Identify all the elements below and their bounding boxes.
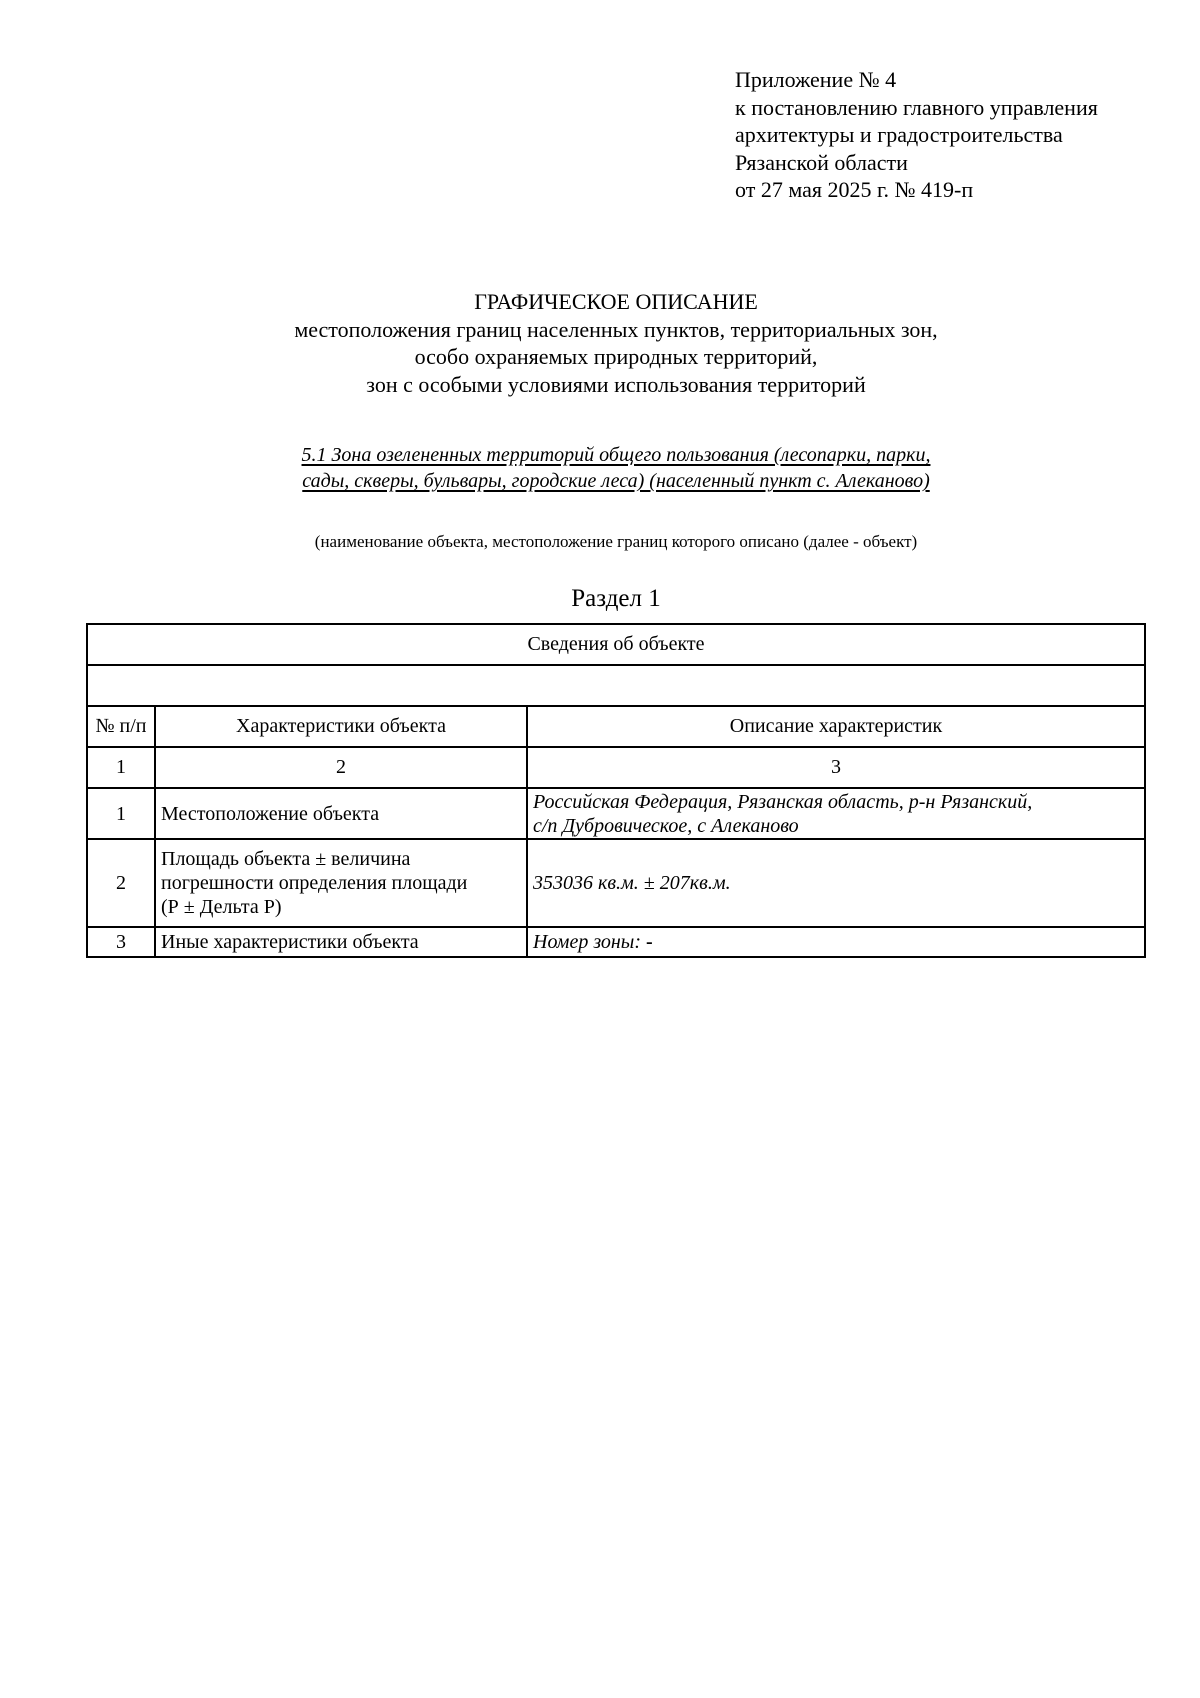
zone-number-label: Номер зоны: xyxy=(533,931,641,953)
row-description xyxy=(527,788,1145,839)
column-number: 2 xyxy=(155,747,527,788)
row-description xyxy=(527,927,1145,957)
appendix-header xyxy=(735,66,1098,204)
object-name-line: 5.1 Зона озелененных территорий общего пользования (лесопарки, парки, xyxy=(301,444,931,466)
row-num: 2 xyxy=(87,839,155,927)
appendix-line: архитектуры и градостроительства xyxy=(735,122,1063,147)
column-number: 3 xyxy=(527,747,1145,788)
document-subtitle-line: особо охраняемых природных территорий, xyxy=(414,344,818,369)
document-heading: ГРАФИЧЕСКОЕ ОПИСАНИЕ xyxy=(474,289,758,314)
row-characteristic-line: погрешности определения площади xyxy=(161,872,468,894)
column-number: 1 xyxy=(87,747,155,788)
object-caption: (наименование объекта, местоположение границ которого описано (далее - объект) xyxy=(314,532,918,551)
row-characteristic xyxy=(155,839,527,927)
appendix-line: Рязанской области xyxy=(735,149,908,175)
row-characteristic-line: Площадь объекта ± величина xyxy=(161,848,411,870)
row-num: 3 xyxy=(87,927,155,957)
row-characteristic: Иные характеристики объекта xyxy=(155,927,527,957)
zone-number-value: - xyxy=(646,931,653,953)
row-characteristic-line: (Р ± Дельта Р) xyxy=(161,896,282,918)
appendix-line: от 27 мая 2025 г. № 419-п xyxy=(735,177,974,202)
row-description-line: Российская Федерация, Рязанская область, р-н Рязанский, xyxy=(533,790,1033,813)
column-header-description: Описание характеристик xyxy=(527,706,1145,747)
row-description-line: с/п Дубровическое, с Алеканово xyxy=(533,814,799,837)
table-row xyxy=(87,839,1145,927)
row-description: 353036 кв.м. ± 207кв.м. xyxy=(527,839,1145,927)
table-header-row xyxy=(87,706,1145,747)
table-column-numbers-row xyxy=(87,747,1145,788)
document-title xyxy=(0,288,1200,398)
appendix-line: к постановлению главного управления xyxy=(735,94,1098,120)
table-row xyxy=(87,927,1145,957)
column-header-num: № п/п xyxy=(87,706,155,747)
column-header-characteristic: Характеристики объекта xyxy=(155,706,527,747)
document-subtitle-line: местоположения границ населенных пунктов, территориальных зон, xyxy=(294,316,938,342)
object-name-line: сады, скверы, бульвары, городские леса) (населенный пункт с. Алеканово) xyxy=(302,470,930,492)
table-heading: Сведения об объекте xyxy=(87,624,1145,665)
row-characteristic: Местоположение объекта xyxy=(155,788,527,839)
object-info-table xyxy=(86,623,1146,958)
table-row xyxy=(87,788,1145,839)
object-name xyxy=(0,442,1200,494)
document-subtitle-line: зон с особыми условиями использования территорий xyxy=(366,371,866,397)
table-blank-cell xyxy=(87,665,1145,706)
table-heading-row xyxy=(87,624,1145,665)
row-num: 1 xyxy=(87,788,155,839)
section-title: Раздел 1 xyxy=(571,585,661,612)
appendix-line: Приложение № 4 xyxy=(735,67,897,92)
table-blank-row xyxy=(87,665,1145,706)
